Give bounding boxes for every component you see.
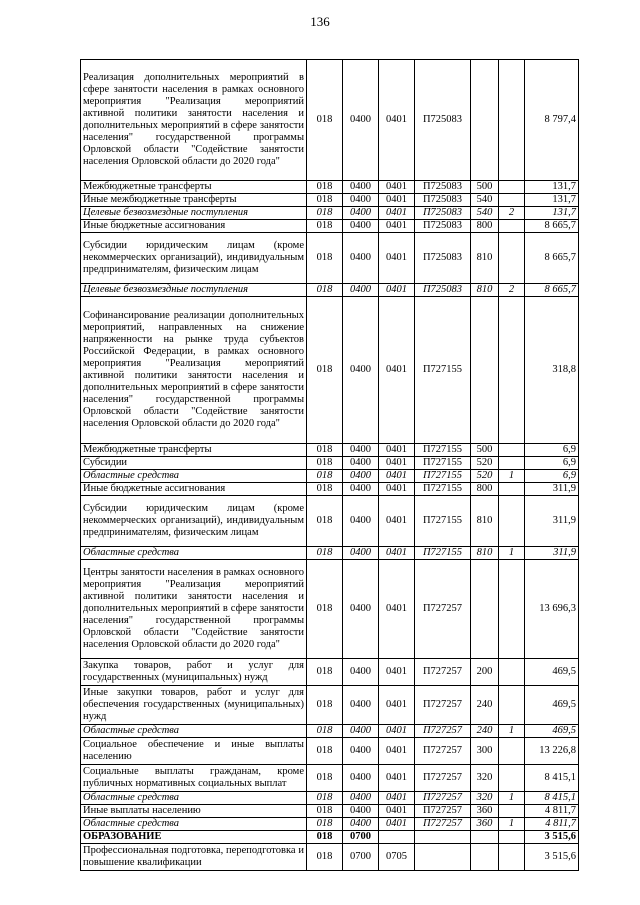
row-expense-type-cell (471, 560, 499, 659)
row-source-cell: 1 (499, 818, 525, 831)
row-target-article-cell: П727155 (415, 470, 471, 483)
row-target-article-cell: П725083 (415, 220, 471, 233)
row-grbs-cell: 018 (307, 792, 343, 805)
row-grbs-cell: 018 (307, 805, 343, 818)
row-section-cell: 0400 (343, 483, 379, 496)
row-expense-type-cell: 360 (471, 805, 499, 818)
table-row (81, 483, 579, 496)
row-source-cell (499, 765, 525, 792)
row-subsection-cell: 0401 (379, 686, 415, 725)
table-row (81, 725, 579, 738)
row-subsection-cell: 0705 (379, 844, 415, 871)
row-grbs-cell: 018 (307, 207, 343, 220)
row-source-cell (499, 444, 525, 457)
row-name-cell: ОБРАЗОВАНИЕ (81, 831, 307, 844)
row-target-article-cell: П727155 (415, 496, 471, 547)
row-sum-cell: 318,8 (525, 297, 579, 444)
row-target-article-cell: П727257 (415, 560, 471, 659)
row-name-cell: Межбюджетные трансферты (81, 181, 307, 194)
row-sum-cell: 8 665,7 (525, 284, 579, 297)
row-section-cell: 0400 (343, 547, 379, 560)
row-source-cell: 1 (499, 725, 525, 738)
row-expense-type-cell: 540 (471, 207, 499, 220)
row-subsection-cell: 0401 (379, 220, 415, 233)
row-target-article-cell: П725083 (415, 207, 471, 220)
row-sum-cell: 6,9 (525, 444, 579, 457)
row-section-cell: 0400 (343, 207, 379, 220)
row-subsection-cell: 0401 (379, 194, 415, 207)
row-section-cell: 0400 (343, 792, 379, 805)
row-sum-cell: 469,5 (525, 686, 579, 725)
row-subsection-cell: 0401 (379, 818, 415, 831)
row-grbs-cell: 018 (307, 496, 343, 547)
row-source-cell (499, 220, 525, 233)
row-sum-cell: 6,9 (525, 457, 579, 470)
row-expense-type-cell: 320 (471, 792, 499, 805)
row-expense-type-cell: 200 (471, 659, 499, 686)
row-sum-cell: 311,9 (525, 483, 579, 496)
row-source-cell (499, 60, 525, 181)
row-grbs-cell: 018 (307, 233, 343, 284)
row-expense-type-cell: 800 (471, 483, 499, 496)
row-source-cell (499, 686, 525, 725)
row-expense-type-cell: 540 (471, 194, 499, 207)
row-name-cell: Целевые безвозмездные поступления (81, 284, 307, 297)
row-grbs-cell: 018 (307, 470, 343, 483)
row-target-article-cell: П727155 (415, 297, 471, 444)
row-section-cell: 0400 (343, 60, 379, 181)
row-section-cell: 0400 (343, 444, 379, 457)
row-name-cell: Иные межбюджетные трансферты (81, 194, 307, 207)
row-source-cell: 1 (499, 792, 525, 805)
row-source-cell (499, 483, 525, 496)
row-target-article-cell: П725083 (415, 284, 471, 297)
row-target-article-cell: П727155 (415, 483, 471, 496)
row-expense-type-cell (471, 60, 499, 181)
row-sum-cell: 13 226,8 (525, 738, 579, 765)
table-row (81, 547, 579, 560)
row-sum-cell: 131,7 (525, 194, 579, 207)
row-section-cell: 0400 (343, 181, 379, 194)
row-subsection-cell: 0401 (379, 207, 415, 220)
row-sum-cell: 469,5 (525, 659, 579, 686)
row-expense-type-cell: 800 (471, 220, 499, 233)
row-grbs-cell: 018 (307, 738, 343, 765)
row-target-article-cell: П727257 (415, 738, 471, 765)
row-name-cell: Областные средства (81, 547, 307, 560)
row-section-cell: 0700 (343, 831, 379, 844)
row-expense-type-cell: 500 (471, 181, 499, 194)
row-subsection-cell: 0401 (379, 181, 415, 194)
row-grbs-cell: 018 (307, 844, 343, 871)
row-target-article-cell: П727257 (415, 805, 471, 818)
row-name-cell: Субсидии (81, 457, 307, 470)
row-grbs-cell: 018 (307, 297, 343, 444)
row-name-cell: Центры занятости населения в рамках основного мероприятия "Реализация мероприятий активной политики занятости населения и дополнительных мероприятий в сфере занятости населения" государственной программы Орловской области "Содействие занятости населения Орловской области до 2020 года" (81, 560, 307, 659)
row-target-article-cell: П727257 (415, 792, 471, 805)
table-row (81, 444, 579, 457)
row-grbs-cell: 018 (307, 560, 343, 659)
row-name-cell: Софинансирование реализации дополнительных мероприятий, направленных на снижение напряженности на рынке труда субъектов Российской Федерации, в рамках основного мероприятия "Реализация мероприятий активной политики занятости населения и дополнительных мероприятий в сфере занятости населения" государственной программы Орловской области "Содействие занятости населения Орловской области до 2020 года" (81, 297, 307, 444)
row-grbs-cell: 018 (307, 725, 343, 738)
table-row (81, 60, 579, 181)
row-grbs-cell: 018 (307, 831, 343, 844)
row-section-cell: 0400 (343, 659, 379, 686)
row-sum-cell: 8 665,7 (525, 233, 579, 284)
row-expense-type-cell (471, 844, 499, 871)
row-sum-cell: 3 515,6 (525, 831, 579, 844)
row-section-cell: 0400 (343, 470, 379, 483)
row-expense-type-cell: 240 (471, 725, 499, 738)
row-source-cell (499, 844, 525, 871)
row-name-cell: Областные средства (81, 818, 307, 831)
row-section-cell: 0400 (343, 805, 379, 818)
table-row (81, 297, 579, 444)
row-name-cell: Реализация дополнительных мероприятий в сфере занятости населения в рамках основного мероприятия "Реализация мероприятий активной политики занятости населения и дополнительных мероприятий в сфере занятости населения" государственной программы Орловской области "Содействие занятости населения Орловской области до 2020 года" (81, 60, 307, 181)
row-grbs-cell: 018 (307, 444, 343, 457)
row-sum-cell: 131,7 (525, 181, 579, 194)
row-source-cell (499, 233, 525, 284)
row-target-article-cell: П727257 (415, 765, 471, 792)
row-expense-type-cell: 360 (471, 818, 499, 831)
budget-table (80, 59, 579, 871)
row-source-cell (499, 659, 525, 686)
row-sum-cell: 311,9 (525, 547, 579, 560)
table-row (81, 659, 579, 686)
row-target-article-cell: П727155 (415, 444, 471, 457)
row-section-cell: 0400 (343, 220, 379, 233)
row-expense-type-cell: 810 (471, 496, 499, 547)
row-grbs-cell: 018 (307, 220, 343, 233)
row-subsection-cell: 0401 (379, 738, 415, 765)
row-name-cell: Иные закупки товаров, работ и услуг для обеспечения государственных (муниципальных) нужд (81, 686, 307, 725)
row-section-cell: 0400 (343, 194, 379, 207)
row-section-cell: 0400 (343, 738, 379, 765)
table-row (81, 805, 579, 818)
row-sum-cell: 8 665,7 (525, 220, 579, 233)
row-subsection-cell: 0401 (379, 483, 415, 496)
table-row (81, 181, 579, 194)
row-section-cell: 0400 (343, 818, 379, 831)
row-target-article-cell: П727257 (415, 686, 471, 725)
row-name-cell: Социальное обеспечение и иные выплаты населению (81, 738, 307, 765)
row-source-cell (499, 194, 525, 207)
row-source-cell (499, 831, 525, 844)
row-subsection-cell (379, 831, 415, 844)
row-sum-cell: 8 415,1 (525, 792, 579, 805)
table-row (81, 207, 579, 220)
row-subsection-cell: 0401 (379, 284, 415, 297)
row-name-cell: Иные бюджетные ассигнования (81, 483, 307, 496)
row-expense-type-cell: 810 (471, 284, 499, 297)
row-name-cell: Межбюджетные трансферты (81, 444, 307, 457)
row-subsection-cell: 0401 (379, 297, 415, 444)
row-subsection-cell: 0401 (379, 805, 415, 818)
table-row (81, 686, 579, 725)
table-row (81, 496, 579, 547)
row-source-cell (499, 297, 525, 444)
row-name-cell: Областные средства (81, 792, 307, 805)
row-subsection-cell: 0401 (379, 659, 415, 686)
row-target-article-cell (415, 831, 471, 844)
row-sum-cell: 13 696,3 (525, 560, 579, 659)
row-expense-type-cell: 300 (471, 738, 499, 765)
row-subsection-cell: 0401 (379, 470, 415, 483)
row-name-cell: Целевые безвозмездные поступления (81, 207, 307, 220)
row-target-article-cell: П727257 (415, 818, 471, 831)
row-sum-cell: 8 797,4 (525, 60, 579, 181)
row-source-cell (499, 560, 525, 659)
row-name-cell: Субсидии юридическим лицам (кроме некоммерческих организаций), индивидуальным предпринимателям, физическим лицам (81, 496, 307, 547)
row-section-cell: 0400 (343, 297, 379, 444)
row-expense-type-cell: 240 (471, 686, 499, 725)
row-grbs-cell: 018 (307, 60, 343, 181)
row-grbs-cell: 018 (307, 457, 343, 470)
table-row (81, 738, 579, 765)
table-row (81, 818, 579, 831)
table-row (81, 560, 579, 659)
row-target-article-cell: П727155 (415, 457, 471, 470)
row-subsection-cell: 0401 (379, 765, 415, 792)
row-expense-type-cell: 810 (471, 547, 499, 560)
row-grbs-cell: 018 (307, 483, 343, 496)
row-source-cell: 1 (499, 547, 525, 560)
row-section-cell: 0400 (343, 457, 379, 470)
row-name-cell: Областные средства (81, 470, 307, 483)
table-row (81, 470, 579, 483)
row-subsection-cell: 0401 (379, 457, 415, 470)
row-name-cell: Областные средства (81, 725, 307, 738)
row-sum-cell: 131,7 (525, 207, 579, 220)
row-section-cell: 0400 (343, 765, 379, 792)
page-number: 136 (310, 14, 330, 29)
row-target-article-cell: П725083 (415, 194, 471, 207)
row-source-cell: 2 (499, 207, 525, 220)
row-section-cell: 0700 (343, 844, 379, 871)
row-target-article-cell: П725083 (415, 60, 471, 181)
row-target-article-cell (415, 844, 471, 871)
row-grbs-cell: 018 (307, 547, 343, 560)
row-section-cell: 0400 (343, 284, 379, 297)
row-section-cell: 0400 (343, 496, 379, 547)
row-target-article-cell: П727257 (415, 725, 471, 738)
row-sum-cell: 4 811,7 (525, 818, 579, 831)
row-source-cell: 1 (499, 470, 525, 483)
table-row (81, 284, 579, 297)
row-grbs-cell: 018 (307, 181, 343, 194)
row-target-article-cell: П725083 (415, 181, 471, 194)
row-sum-cell: 6,9 (525, 470, 579, 483)
row-name-cell: Иные бюджетные ассигнования (81, 220, 307, 233)
row-subsection-cell: 0401 (379, 233, 415, 284)
row-grbs-cell: 018 (307, 659, 343, 686)
row-target-article-cell: П727257 (415, 659, 471, 686)
row-target-article-cell: П727155 (415, 547, 471, 560)
row-subsection-cell: 0401 (379, 560, 415, 659)
row-section-cell: 0400 (343, 686, 379, 725)
row-source-cell (499, 738, 525, 765)
row-expense-type-cell (471, 831, 499, 844)
row-name-cell: Социальные выплаты гражданам, кроме публичных нормативных социальных выплат (81, 765, 307, 792)
row-subsection-cell: 0401 (379, 792, 415, 805)
table-row (81, 844, 579, 871)
row-subsection-cell: 0401 (379, 496, 415, 547)
row-section-cell: 0400 (343, 560, 379, 659)
row-name-cell: Иные выплаты населению (81, 805, 307, 818)
row-subsection-cell: 0401 (379, 725, 415, 738)
row-grbs-cell: 018 (307, 686, 343, 725)
row-target-article-cell: П725083 (415, 233, 471, 284)
table-row (81, 831, 579, 844)
row-sum-cell: 469,5 (525, 725, 579, 738)
row-grbs-cell: 018 (307, 284, 343, 297)
row-sum-cell: 4 811,7 (525, 805, 579, 818)
row-section-cell: 0400 (343, 725, 379, 738)
row-source-cell (499, 805, 525, 818)
row-name-cell: Закупка товаров, работ и услуг для государственных (муниципальных) нужд (81, 659, 307, 686)
table-row (81, 233, 579, 284)
table-row (81, 194, 579, 207)
row-expense-type-cell (471, 297, 499, 444)
row-subsection-cell: 0401 (379, 547, 415, 560)
row-expense-type-cell: 520 (471, 470, 499, 483)
row-subsection-cell: 0401 (379, 60, 415, 181)
table-row (81, 765, 579, 792)
row-name-cell: Субсидии юридическим лицам (кроме некоммерческих организаций), индивидуальным предпринимателям, физическим лицам (81, 233, 307, 284)
row-source-cell (499, 181, 525, 194)
row-source-cell: 2 (499, 284, 525, 297)
row-sum-cell: 311,9 (525, 496, 579, 547)
row-sum-cell: 3 515,6 (525, 844, 579, 871)
row-expense-type-cell: 320 (471, 765, 499, 792)
row-grbs-cell: 018 (307, 818, 343, 831)
row-expense-type-cell: 810 (471, 233, 499, 284)
row-name-cell: Профессиональная подготовка, переподготовка и повышение квалификации (81, 844, 307, 871)
table-row (81, 220, 579, 233)
row-section-cell: 0400 (343, 233, 379, 284)
row-expense-type-cell: 500 (471, 444, 499, 457)
row-sum-cell: 8 415,1 (525, 765, 579, 792)
row-expense-type-cell: 520 (471, 457, 499, 470)
row-subsection-cell: 0401 (379, 444, 415, 457)
row-source-cell (499, 496, 525, 547)
row-grbs-cell: 018 (307, 765, 343, 792)
row-source-cell (499, 457, 525, 470)
table-row (81, 792, 579, 805)
table-row (81, 457, 579, 470)
row-grbs-cell: 018 (307, 194, 343, 207)
